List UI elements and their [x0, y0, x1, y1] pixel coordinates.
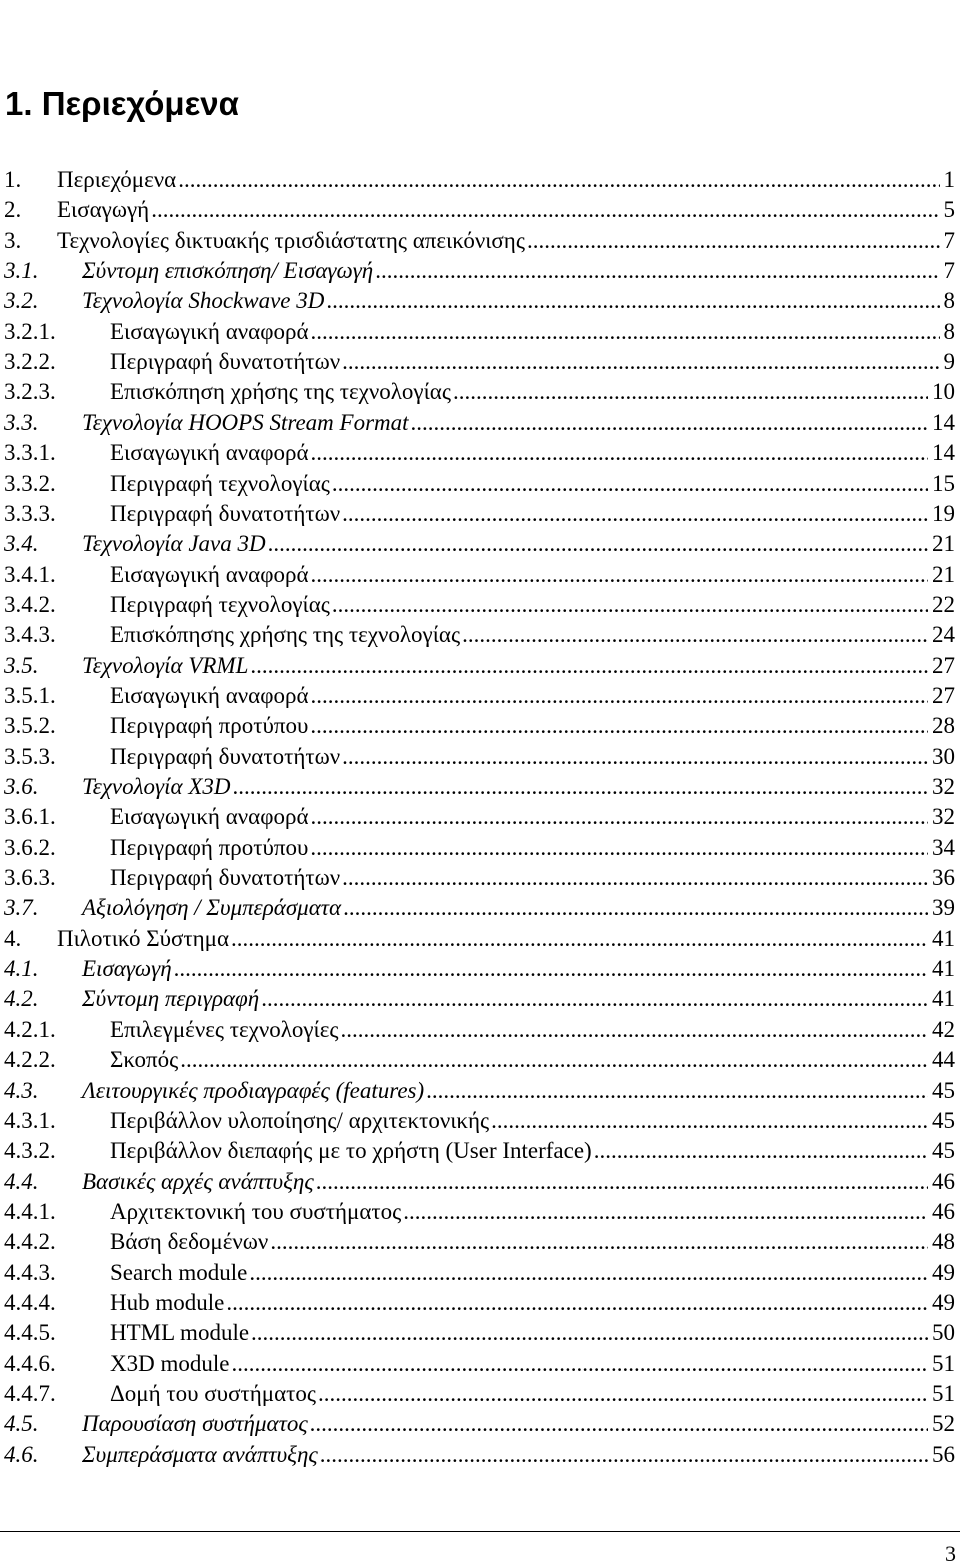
toc-entry-number: 3.5.1.	[4, 682, 56, 708]
toc-entry-page: 49	[932, 1259, 955, 1285]
toc-dot-leader	[342, 347, 939, 377]
toc-entry-title: Σύντομη περιγραφή	[82, 984, 259, 1014]
toc-dot-leader	[311, 802, 928, 832]
toc-entry-number: 4.2.	[4, 986, 39, 1012]
toc-entry-title: Επισκόπησης χρήσης της τεχνολογίας	[110, 620, 460, 650]
toc-entry-page: 14	[932, 409, 955, 435]
toc-entry-page: 56	[932, 1441, 955, 1467]
toc-entry-page: 49	[932, 1289, 955, 1315]
toc-entry[interactable]	[0, 560, 960, 590]
toc-dot-leader	[233, 772, 929, 802]
toc-entry-title: Περιεχόμενα	[57, 165, 176, 195]
toc-entry-title: Τεχνολογίες δικτυακής τρισδιάστατης απεικόνισης	[57, 226, 525, 256]
toc-entry-page: 21	[932, 531, 955, 557]
toc-dot-leader	[375, 256, 939, 286]
toc-entry-number: 3.2.2.	[4, 349, 56, 375]
toc-entry[interactable]	[0, 893, 960, 923]
toc-entry-page: 27	[932, 652, 955, 678]
toc-dot-leader	[341, 1015, 928, 1045]
toc-dot-leader	[316, 1167, 928, 1197]
toc-entry[interactable]	[0, 1288, 960, 1318]
toc-entry-number: 3.4.1.	[4, 561, 56, 587]
toc-entry-title: Εισαγωγή	[82, 954, 172, 984]
toc-entry-page: 39	[932, 895, 955, 921]
toc-entry-number: 4.4.2.	[4, 1229, 56, 1255]
toc-entry-title: Αρχιτεκτονική του συστήματος	[110, 1197, 401, 1227]
toc-dot-leader	[180, 1045, 928, 1075]
toc-entry-number: 1.	[4, 167, 22, 192]
toc-entry[interactable]	[0, 833, 960, 863]
toc-entry[interactable]	[0, 377, 960, 407]
page-title: 1. Περιεχόμενα	[5, 85, 239, 122]
toc-entry-title: Τεχνολογία Shockwave 3D	[82, 286, 324, 316]
toc-entry[interactable]	[0, 165, 960, 195]
toc-entry-title: Αξιολόγηση / Συμπεράσματα	[82, 893, 341, 923]
toc-entry-number: 4.4.1.	[4, 1198, 56, 1224]
toc-entry[interactable]	[0, 742, 960, 772]
toc-entry-page: 45	[932, 1077, 955, 1103]
toc-entry[interactable]	[0, 1167, 960, 1197]
toc-entry-page: 5	[943, 197, 955, 223]
toc-entry[interactable]	[0, 256, 960, 286]
toc-entry-number: 4.4.7.	[4, 1381, 56, 1406]
toc-entry-number: 3.2.1.	[4, 318, 56, 344]
toc-entry[interactable]	[0, 1227, 960, 1257]
toc-entry[interactable]	[0, 651, 960, 681]
toc-entry-title: Εισαγωγική αναφορά	[110, 560, 309, 590]
toc-entry-number: 4.4.3.	[4, 1259, 56, 1285]
toc-dot-leader	[311, 560, 928, 590]
toc-dot-leader	[527, 226, 940, 256]
toc-entry-number: 3.3.2.	[4, 470, 56, 496]
toc-dot-leader	[231, 1349, 928, 1379]
toc-entry[interactable]	[0, 499, 960, 529]
toc-entry-title: Συμπεράσματα ανάπτυξης	[82, 1440, 318, 1470]
toc-dot-leader	[178, 165, 939, 195]
toc-entry-page: 19	[932, 500, 955, 526]
toc-dot-leader	[342, 742, 928, 772]
toc-entry[interactable]	[0, 772, 960, 802]
toc-entry-title: Τεχνολογία HOOPS Stream Format	[82, 408, 409, 438]
page-number: 3	[945, 1541, 956, 1566]
toc-entry-page: 45	[932, 1107, 955, 1133]
toc-entry-number: 3.4.	[4, 531, 39, 557]
toc-entry-number: 3.2.	[4, 288, 39, 314]
toc-dot-leader	[411, 408, 928, 438]
toc-dot-leader	[426, 1076, 928, 1106]
toc-entry-page: 51	[932, 1381, 955, 1406]
toc-entry[interactable]	[0, 529, 960, 559]
toc-entry-number: 3.1.	[4, 258, 39, 284]
toc-entry-number: 4.5.	[4, 1411, 39, 1437]
toc-dot-leader	[310, 711, 928, 741]
toc-entry-number: 3.6.1.	[4, 804, 56, 830]
toc-entry-title: Πιλοτικό Σύστημα	[57, 924, 229, 954]
toc-entry[interactable]	[0, 1349, 960, 1379]
toc-entry-page: 8	[943, 318, 955, 344]
toc-entry-page: 36	[932, 865, 955, 891]
toc-entry[interactable]	[0, 408, 960, 438]
toc-entry-title: Δομή του συστήματος	[110, 1379, 316, 1409]
toc-entry[interactable]	[0, 438, 960, 468]
toc-entry[interactable]	[0, 802, 960, 832]
toc-entry-number: 3.	[4, 227, 22, 253]
toc-dot-leader	[311, 681, 928, 711]
toc-dot-leader	[174, 954, 928, 984]
toc-entry-number: 3.3.	[4, 409, 39, 435]
toc-entry[interactable]	[0, 620, 960, 650]
footer-divider	[0, 1531, 960, 1532]
toc-entry-title: Εισαγωγική αναφορά	[110, 317, 309, 347]
toc-entry-title: Περιβάλλον υλοποίησης/ αρχιτεκτονικής	[110, 1106, 489, 1136]
toc-entry-title: Εισαγωγική αναφορά	[110, 802, 309, 832]
toc-entry-page: 1	[943, 167, 955, 192]
toc-entry[interactable]	[0, 1015, 960, 1045]
toc-entry[interactable]	[0, 1258, 960, 1288]
toc-dot-leader	[403, 1197, 928, 1227]
toc-entry-title: Περιγραφή δυνατοτήτων	[110, 347, 340, 377]
toc-entry-title: Τεχνολογία Java 3D	[82, 529, 266, 559]
toc-entry-title: Περιβάλλον διεπαφής με το χρήστη (User Interface)	[110, 1136, 592, 1166]
toc-entry-title: Επιλεγμένες τεχνολογίες	[110, 1015, 339, 1045]
toc-dot-leader	[310, 833, 928, 863]
toc-entry-title: Βάση δεδομένων	[110, 1227, 268, 1257]
toc-entry-page: 21	[932, 561, 955, 587]
toc-dot-leader	[261, 984, 928, 1014]
toc-entry-number: 3.5.	[4, 652, 39, 678]
toc-entry-page: 10	[932, 379, 955, 405]
toc-entry-page: 32	[932, 774, 955, 799]
toc-dot-leader	[311, 317, 940, 347]
toc-dot-leader	[249, 1258, 928, 1288]
toc-entry-title: Hub module	[110, 1288, 224, 1318]
toc-dot-leader	[320, 1440, 928, 1470]
toc-entry-number: 3.3.3.	[4, 500, 56, 526]
toc-entry-page: 45	[932, 1138, 955, 1164]
toc-entry-page: 15	[932, 470, 955, 496]
toc-dot-leader	[251, 1318, 928, 1348]
toc-entry-number: 4.6.	[4, 1441, 39, 1467]
toc-dot-leader	[594, 1136, 928, 1166]
toc-dot-leader	[310, 1409, 928, 1439]
toc-entry-page: 27	[932, 682, 955, 708]
toc-dot-leader	[318, 1379, 928, 1409]
toc-entry[interactable]	[0, 1379, 960, 1409]
toc-entry[interactable]	[0, 863, 960, 893]
toc-entry[interactable]	[0, 681, 960, 711]
toc-entry[interactable]	[0, 590, 960, 620]
toc-entry[interactable]	[0, 1045, 960, 1075]
toc-entry-title: Βασικές αρχές ανάπτυξης	[82, 1167, 314, 1197]
toc-entry-page: 22	[932, 591, 955, 617]
toc-entry-number: 4.3.1.	[4, 1107, 56, 1133]
toc-entry-page: 41	[932, 986, 955, 1012]
toc-entry[interactable]	[0, 1076, 960, 1106]
toc-entry-title: Παρουσίαση συστήματος	[82, 1409, 308, 1439]
toc-entry-title: Εισαγωγική αναφορά	[110, 681, 309, 711]
toc-dot-leader	[270, 1227, 928, 1257]
toc-entry-number: 4.3.2.	[4, 1138, 56, 1164]
toc-entry-number: 3.5.2.	[4, 713, 56, 739]
toc-entry-page: 50	[932, 1320, 955, 1346]
toc-entry-number: 3.6.2.	[4, 834, 56, 860]
toc-dot-leader	[332, 590, 928, 620]
toc-entry-number: 4.1.	[4, 956, 39, 982]
toc-entry-page: 32	[932, 804, 955, 830]
toc-entry-number: 4.4.4.	[4, 1289, 56, 1315]
toc-entry-number: 3.6.	[4, 774, 39, 799]
toc-entry-page: 7	[943, 227, 955, 253]
toc-entry-number: 3.4.3.	[4, 622, 56, 648]
toc-dot-leader	[151, 195, 939, 225]
toc-entry[interactable]	[0, 1440, 960, 1470]
toc-entry-page: 44	[932, 1047, 955, 1073]
toc-entry[interactable]	[0, 195, 960, 225]
toc-dot-leader	[326, 286, 939, 316]
toc-entry[interactable]	[0, 469, 960, 499]
toc-entry[interactable]	[0, 1197, 960, 1227]
toc-entry-page: 30	[932, 743, 955, 769]
toc-entry-page: 46	[932, 1198, 955, 1224]
toc-entry-number: 3.6.3.	[4, 865, 56, 891]
toc-entry-page: 8	[943, 288, 955, 314]
toc-dot-leader	[332, 469, 928, 499]
toc-entry-number: 4.2.1.	[4, 1016, 56, 1042]
toc-dot-leader	[250, 651, 928, 681]
toc-entry-page: 41	[932, 925, 955, 951]
toc-entry-number: 3.2.3.	[4, 379, 56, 405]
toc-entry[interactable]	[0, 286, 960, 316]
toc-entry-number: 4.4.6.	[4, 1350, 56, 1376]
toc-entry-title: Περιγραφή δυνατοτήτων	[110, 742, 340, 772]
toc-dot-leader	[343, 893, 928, 923]
toc-entry-number: 4.2.2.	[4, 1047, 56, 1073]
toc-dot-leader	[491, 1106, 928, 1136]
toc-entry[interactable]	[0, 226, 960, 256]
toc-entry-title: Περιγραφή τεχνολογίας	[110, 590, 330, 620]
toc-entry[interactable]	[0, 1106, 960, 1136]
toc-entry-title: X3D module	[110, 1349, 229, 1379]
toc-entry-number: 3.3.1.	[4, 440, 56, 466]
toc-entry-title: Λειτουργικές προδιαγραφές (features)	[82, 1076, 424, 1106]
toc-entry-number: 2.	[4, 197, 22, 223]
toc-dot-leader	[342, 863, 928, 893]
toc-entry-page: 24	[932, 622, 955, 648]
toc-entry[interactable]	[0, 1136, 960, 1166]
toc-entry-number: 3.7.	[4, 895, 39, 921]
toc-entry[interactable]	[0, 1409, 960, 1439]
toc-entry[interactable]	[0, 984, 960, 1014]
toc-entry-title: Περιγραφή τεχνολογίας	[110, 469, 330, 499]
toc-dot-leader	[462, 620, 928, 650]
toc-entry-page: 46	[932, 1168, 955, 1194]
toc-entry-title: Περιγραφή δυνατοτήτων	[110, 499, 340, 529]
toc-entry-page: 7	[943, 258, 955, 284]
toc-entry[interactable]	[0, 924, 960, 954]
toc-entry-title: Σύντομη επισκόπηση/ Εισαγωγή	[82, 256, 373, 286]
toc-entry-page: 42	[932, 1016, 955, 1042]
toc-entry-title: Τεχνολογία VRML	[82, 651, 248, 681]
toc-entry-title: Περιγραφή προτύπου	[110, 711, 308, 741]
toc-entry[interactable]	[0, 317, 960, 347]
toc-entry-number: 4.	[4, 925, 22, 951]
toc-entry-page: 14	[932, 440, 955, 466]
toc-entry-page: 48	[932, 1229, 955, 1255]
toc-dot-leader	[231, 924, 928, 954]
toc-entry[interactable]	[0, 711, 960, 741]
toc-entry-title: Περιγραφή δυνατοτήτων	[110, 863, 340, 893]
toc-entry[interactable]	[0, 1318, 960, 1348]
toc-entry-number: 4.4.	[4, 1168, 39, 1194]
toc-entry[interactable]	[0, 954, 960, 984]
toc-entry-title: Σκοπός	[110, 1045, 178, 1075]
toc-entry-title: Τεχνολογία X3D	[82, 772, 231, 802]
toc-dot-leader	[268, 529, 928, 559]
toc-entry-title: HTML module	[110, 1318, 249, 1348]
toc-entry-number: 4.4.5.	[4, 1320, 56, 1346]
toc-entry-page: 9	[943, 349, 955, 375]
toc-entry-title: Επισκόπηση χρήσης της τεχνολογίας	[110, 377, 451, 407]
toc-dot-leader	[342, 499, 928, 529]
toc-entry-title: Search module	[110, 1258, 247, 1288]
toc-entry-page: 34	[932, 834, 955, 860]
toc-entry-page: 51	[932, 1350, 955, 1376]
toc-entry-title: Εισαγωγή	[57, 195, 149, 225]
toc-entry-number: 3.4.2.	[4, 591, 56, 617]
toc-entry-page: 41	[932, 956, 955, 982]
toc-entry-number: 4.3.	[4, 1077, 39, 1103]
toc-dot-leader	[226, 1288, 928, 1318]
toc-entry-page: 52	[932, 1411, 955, 1437]
toc-dot-leader	[453, 377, 928, 407]
toc-dot-leader	[311, 438, 928, 468]
toc-entry-title: Περιγραφή προτύπου	[110, 833, 308, 863]
toc-entry[interactable]	[0, 347, 960, 377]
toc-entry-page: 28	[932, 713, 955, 739]
toc-entry-title: Εισαγωγική αναφορά	[110, 438, 309, 468]
toc-entry-number: 3.5.3.	[4, 743, 56, 769]
